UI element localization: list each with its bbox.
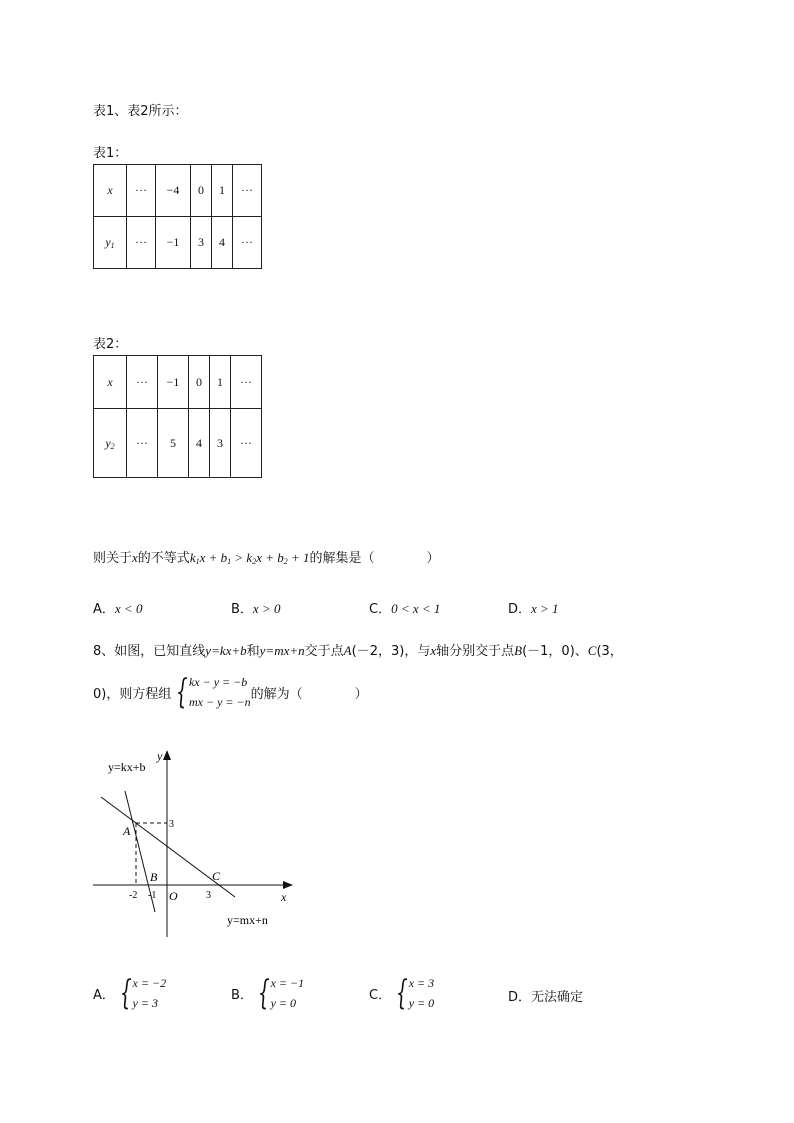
- table2-cell: −1: [158, 356, 189, 409]
- q8-figure: [93, 745, 303, 940]
- tick-label-y3: 3: [169, 819, 174, 830]
- tick-label-xm1: -1: [148, 890, 157, 901]
- q8-equation-system: { kx − y = −b mx − y = −n: [176, 672, 251, 712]
- q8-stem-line1: 8、如图，已知直线y=kx+b和y=mx+n交于点A(－2，3)，与x轴分别交于点B(－1，0)、C(3，: [93, 643, 623, 659]
- label-origin: O: [169, 889, 178, 903]
- q7-option-a[interactable]: A．x < 0: [93, 601, 143, 617]
- tick-label-xm2: -2: [129, 890, 138, 901]
- axis-label-y: y: [157, 749, 163, 763]
- brace-icon: {: [119, 973, 132, 1013]
- q8-option-a[interactable]: A． { x = −2 y = 3: [93, 973, 167, 1013]
- table2: [93, 355, 262, 478]
- table2-row-y: [94, 409, 262, 478]
- table2-caption: 表2：: [93, 337, 128, 352]
- table2-cell: 5: [158, 409, 189, 478]
- tick-label-x3: 3: [206, 890, 211, 901]
- table1-row-x: [94, 165, 262, 217]
- table2-cell: ···: [231, 409, 262, 478]
- q8-option-c[interactable]: C． { x = 3 y = 0: [369, 973, 435, 1013]
- intro-text: 表1、表2所示：: [93, 104, 188, 119]
- q7-inequality: $k_1x + b_1 > k_2x + b_2 + 1$: [189, 550, 310, 566]
- table2-cell: 0: [189, 356, 210, 409]
- x-axis-arrow-icon: [283, 881, 293, 889]
- table1-caption: 表1：: [93, 146, 128, 161]
- table2-cell: 4: [189, 409, 210, 478]
- label-line1: y=kx+b: [108, 760, 146, 774]
- q7-option-c[interactable]: C．0 < x < 1: [369, 601, 441, 617]
- table1-cell: 4: [212, 217, 233, 269]
- label-point-a: A: [123, 824, 131, 838]
- table1-cell: 3: [191, 217, 212, 269]
- table2-cell: ···: [127, 356, 158, 409]
- label-point-c: C: [212, 869, 221, 883]
- brace-icon: {: [176, 672, 189, 712]
- table1-label-y: $y_1$: [94, 217, 127, 269]
- q8-stem-line2: 0)，则方程组 { kx − y = −b mx − y = −n 的解为（ ）: [93, 672, 368, 712]
- table1-cell: −1: [156, 217, 191, 269]
- y-axis-arrow-icon: [163, 750, 171, 760]
- table1-cell: −4: [156, 165, 191, 217]
- label-line2: y=mx+n: [227, 913, 268, 927]
- table1-cell: 0: [191, 165, 212, 217]
- table1-cell: ···: [233, 217, 262, 269]
- table2-label-y: $y_2$: [94, 409, 127, 478]
- table2-cell: ···: [231, 356, 262, 409]
- q7-option-d[interactable]: D．x > 1: [508, 601, 559, 617]
- table2-cell: ···: [127, 409, 158, 478]
- axis-label-x: x: [281, 890, 287, 904]
- q8-option-d[interactable]: D．无法确定: [508, 990, 584, 1005]
- q8-option-b[interactable]: B． { x = −1 y = 0: [231, 973, 305, 1013]
- table2-row-x: [94, 356, 262, 409]
- table2-cell: 3: [210, 409, 231, 478]
- table1-cell: ···: [127, 217, 156, 269]
- table2-cell: 1: [210, 356, 231, 409]
- brace-icon: {: [257, 973, 270, 1013]
- table1-label-x: x: [94, 165, 127, 217]
- table2-label-x: x: [94, 356, 127, 409]
- label-point-b: B: [150, 870, 158, 884]
- table1-cell: ···: [127, 165, 156, 217]
- table1-row-y: [94, 217, 262, 269]
- q7-option-b[interactable]: B．x > 0: [231, 601, 281, 617]
- table1-cell: ···: [233, 165, 262, 217]
- brace-icon: {: [395, 973, 408, 1013]
- table1-cell: 1: [212, 165, 233, 217]
- table1: [93, 164, 262, 269]
- q7-stem: 则关于x的不等式$k_1x + b_1 > k_2x + b_2 + 1$的解集是（ ）: [93, 550, 440, 566]
